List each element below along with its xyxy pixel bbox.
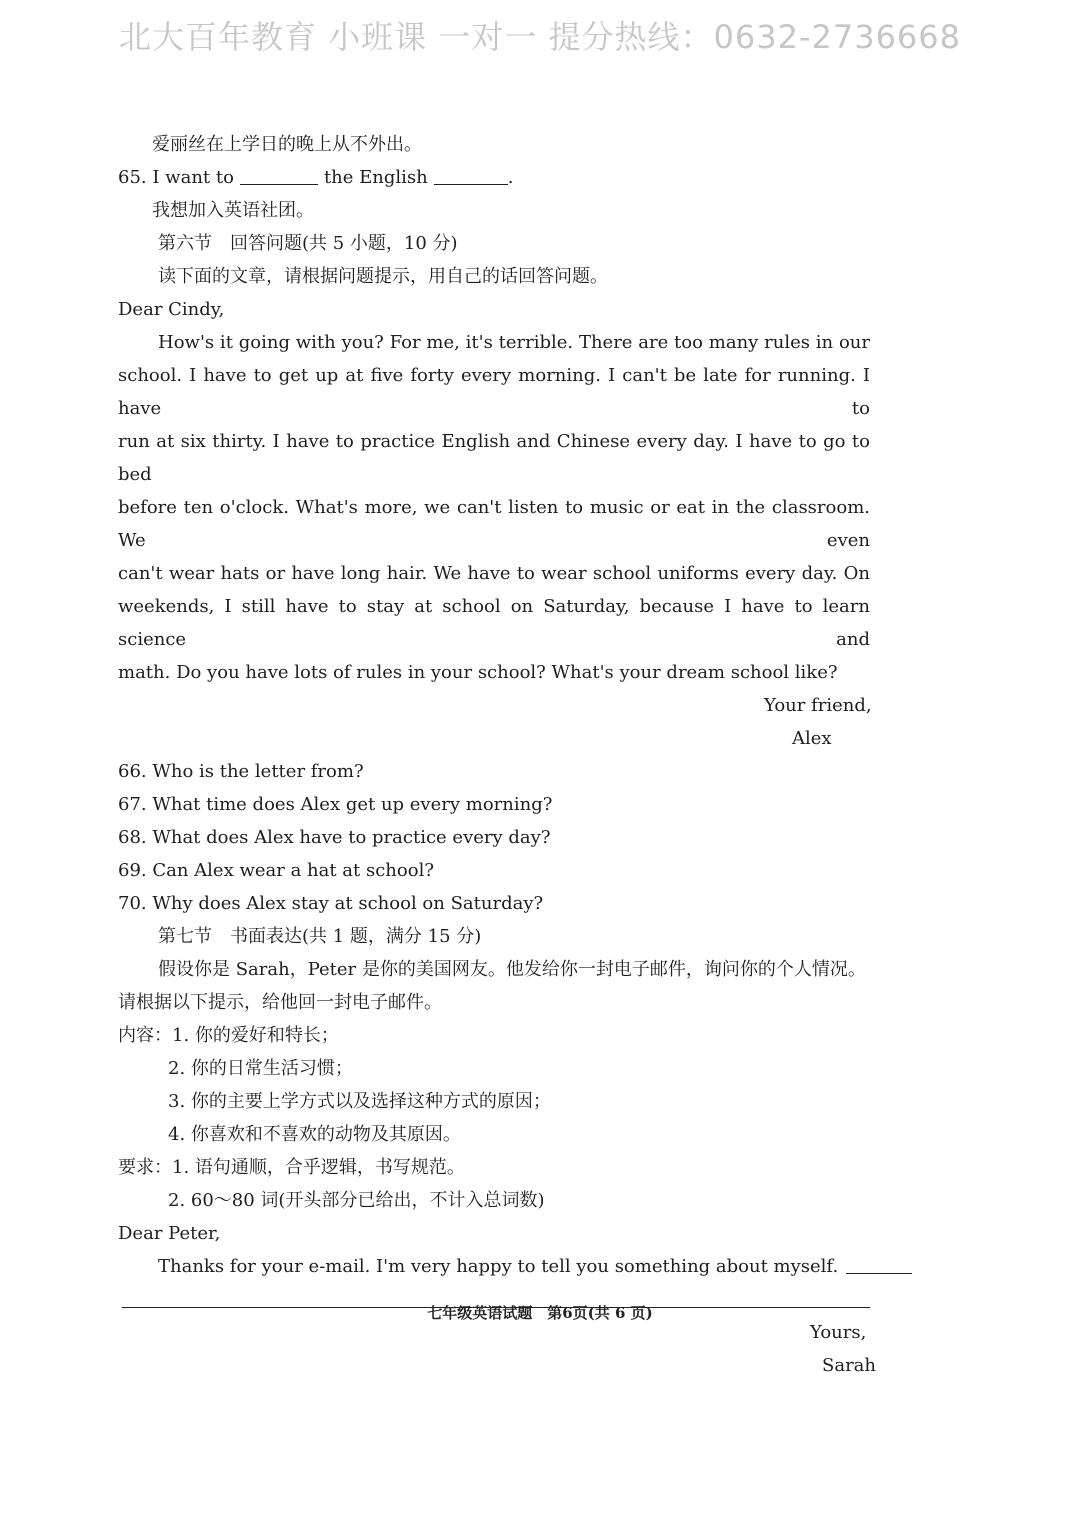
q65-blank-1: [240, 164, 318, 185]
section-6-instruction: 读下面的文章，请根据问题提示，用自己的话回答问题。: [158, 266, 608, 287]
letter-signature: Alex: [792, 728, 832, 749]
letter-line: school. I have to get up at five forty every morning. I can't be late for running. I have to: [118, 365, 870, 419]
email-signature: Sarah: [822, 1355, 876, 1376]
section-6-heading: 第六节 回答问题(共 5 小题，10 分): [158, 233, 458, 254]
letter-line: before ten o'clock. What's more, we can't listen to music or eat in the classroom. We even: [118, 497, 870, 551]
section-7-heading: 第七节 书面表达(共 1 题，满分 15 分): [158, 926, 482, 947]
page-footer: 七年级英语试题 第6页(共 6 页): [427, 1304, 653, 1322]
content-item: 3. 你的主要上学方式以及选择这种方式的原因；: [168, 1091, 551, 1112]
question-67: 67. What time does Alex get up every morning?: [118, 794, 553, 815]
translation-64: 爱丽丝在上学日的晚上从不外出。: [152, 134, 422, 155]
question-66: 66. Who is the letter from?: [118, 761, 364, 782]
question-68: 68. What does Alex have to practice every day?: [118, 827, 551, 848]
question-65: [118, 161, 870, 194]
q65-before: 65. I want to: [118, 167, 234, 188]
question-69: 69. Can Alex wear a hat at school?: [118, 860, 434, 881]
email-closing: Yours,: [810, 1322, 867, 1343]
requirement-item: 2. 60～80 词(开头部分已给出，不计入总词数): [168, 1190, 545, 1211]
letter-line: can't wear hats or have long hair. We have to wear school uniforms every day. On: [118, 563, 870, 584]
content-item: 内容：1. 你的爱好和特长；: [118, 1025, 339, 1046]
section-7-prompt-2: 请根据以下提示，给他回一封电子邮件。: [118, 992, 442, 1013]
q65-blank-2: [434, 164, 508, 185]
letter-line: How's it going with you? For me, it's terrible. There are too many rules in our: [158, 332, 870, 353]
q65-middle: the English: [323, 167, 428, 188]
requirement-label: 要求：: [118, 1157, 172, 1178]
content-item: 2. 你的日常生活习惯；: [168, 1058, 353, 1079]
content-label: 内容：: [118, 1025, 172, 1046]
watermark: 北大百年教育 小班课 一对一 提分热线：0632-2736668: [118, 18, 962, 56]
content-item: 4. 你喜欢和不喜欢的动物及其原因。: [168, 1124, 461, 1145]
letter-last-line: math. Do you have lots of rules in your school? What's your dream school like?: [118, 662, 838, 683]
requirement-item: 要求：1. 语句通顺，合乎逻辑，书写规范。: [118, 1157, 465, 1178]
email-opening: Thanks for your e-mail. I'm very happy to tell you something about myself.: [118, 1250, 870, 1283]
section-7-prompt-1: 假设你是 Sarah，Peter 是你的美国网友。他发给你一封电子邮件，询问你的个人情况。: [158, 959, 866, 980]
q65-end: .: [507, 167, 514, 188]
email-answer-blank: [846, 1253, 912, 1274]
translation-65: 我想加入英语社团。: [152, 200, 314, 221]
email-greeting: Dear Peter,: [118, 1223, 221, 1244]
letter-line: weekends, I still have to stay at school on Saturday, because I have to learn science and: [118, 596, 870, 650]
question-70: 70. Why does Alex stay at school on Saturday?: [118, 893, 544, 914]
letter-line: run at six thirty. I have to practice English and Chinese every day. I have to go to bed: [118, 431, 870, 485]
letter-greeting: Dear Cindy,: [118, 299, 225, 320]
letter-closing: Your friend,: [764, 695, 872, 716]
exam-page: [118, 128, 876, 1382]
